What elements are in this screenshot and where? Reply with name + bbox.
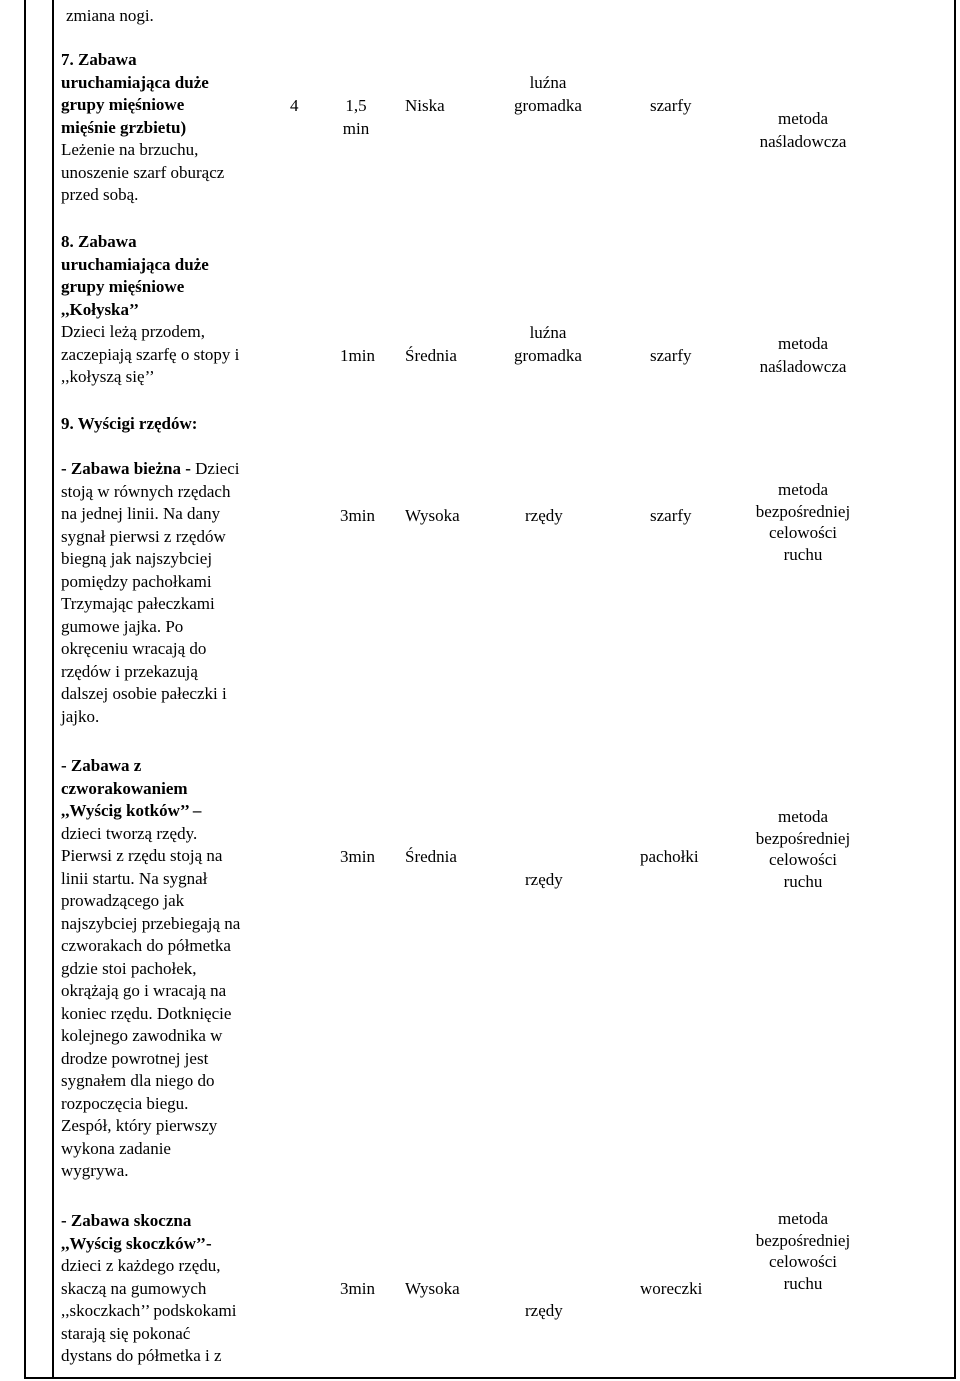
exercise-7-intensity: Niska [405,96,445,115]
exercise-7-title-line: grupy mięśniowe [61,95,185,114]
jumpers-race-method-line: ruchu [783,1273,823,1293]
exercise-9-desc-line: pomiędzy pachołkami [61,571,212,591]
kittens-race-desc-line: Zespół, który pierwszy [61,1116,218,1135]
exercise-9-desc-line: biegną jak najszybciej [61,549,213,568]
table-border-bottom [24,1377,956,1379]
jumpers-race-formation: rzędy [525,1301,563,1320]
kittens-race-desc-line: Pierwsi z rzędu stoją na [61,846,223,865]
kittens-race-title-line: ,,Wyścig kotków’’ – [61,801,202,820]
exercise-8-desc-line: Dzieci leżą przodem, [61,322,205,341]
exercise-7-formation [500,72,596,117]
exercise-9-desc-line: Trzymając pałeczkami [61,594,215,613]
exercise-9-desc-line: gumowe jajka. Po [61,616,184,636]
exercise-9-desc-line: na jednej linii. Na dany [61,504,221,523]
kittens-race-formation: rzędy [525,870,563,889]
jumpers-race-intensity: Wysoka [405,1279,460,1298]
kittens-race-method-line: bezpośredniej [755,828,851,848]
kittens-race-desc-line: rozpoczęcia biegu. [61,1093,189,1113]
exercise-7-formation-line: luźna [529,73,567,92]
row-continuation-text [66,5,154,28]
exercise-7-desc-line: przed sobą. [61,185,139,204]
exercise-7-title-line: mięśnie grzbietu) [61,117,187,137]
kittens-race-method-line: metoda [777,807,829,826]
exercise-8-formation-line: gromadka [514,345,582,365]
table-border-right [954,0,956,1379]
exercise-9-desc-line: dalszej osobie pałeczki i [61,684,227,703]
kittens-race-desc-line: sygnałem dla niego do [61,1071,215,1090]
jumpers-race-equipment: woreczki [640,1279,703,1298]
kittens-race-desc-line: najszybciej przebiegają na [61,913,241,933]
kittens-race-desc-line: okrążają go i wracają na [61,981,227,1000]
kittens-race-desc-line: drodze powrotnej jest [61,1048,209,1068]
exercise-8-formation [500,322,596,367]
jumpers-race-desc-line: dzieci z każdego rzędu, [61,1256,221,1275]
exercise-9-method [743,479,863,565]
exercise-7-equipment: szarfy [650,96,692,115]
kittens-race-title-line: czworakowaniem [61,778,188,798]
jumpers-race-desc-line: ,,skoczkach’’ podskokami [61,1301,237,1320]
exercise-8-title-line: grupy mięśniowe [61,277,185,296]
exercise-7-formation-line: gromadka [514,95,582,115]
kittens-race-method [743,806,863,892]
exercise-7-time [336,95,376,140]
exercise-9-desc-line: rzędów i przekazują [61,661,198,681]
exercise-8-desc-line: ,,kołyszą się’’ [61,367,155,386]
exercise-8-title-line: uruchamiająca duże [61,254,209,274]
jumpers-race-time: 3min [340,1279,375,1298]
exercise-9-intensity: Wysoka [405,506,460,525]
jumpers-race-method-line: celowości [769,1252,837,1271]
exercise-8-intensity: Średnia [405,346,457,365]
exercise-8-title-line: 8. Zabawa [61,232,137,251]
exercise-7-time-line: 1,5 [345,96,367,115]
exercise-9-method-line: bezpośredniej [755,501,851,521]
spacer [61,436,281,459]
exercise-9-method-line: ruchu [783,544,823,564]
exercise-9-formation: rzędy [525,506,563,525]
exercise-9-desc-line: jajko. [61,706,100,726]
jumpers-race-method-line: metoda [777,1209,829,1228]
jumpers-race-title-line: - Zabawa skoczna [61,1211,192,1230]
kittens-race-desc-line: dzieci tworzą rzędy. [61,823,198,843]
exercise-7-method-line: naśladowcza [759,131,847,151]
exercise-9-time: 3min [340,506,375,525]
kittens-race-desc-line: wygrywa. [61,1161,129,1180]
continuation-text: zmiana nogi. [66,6,154,25]
kittens-race-desc-line: linii startu. Na sygnał [61,868,208,888]
exercise-8-method-line: metoda [777,334,829,353]
exercise-7-method [745,108,861,153]
kittens-race-intensity: Średnia [405,847,457,866]
exercise-9-equipment: szarfy [650,506,692,525]
exercise-9-method-line: celowości [769,523,837,542]
exercise-7-title-line: 7. Zabawa [61,50,137,69]
exercise-9-method-line: metoda [777,480,829,499]
kittens-race-equipment: pachołki [640,847,699,866]
kittens-race-title-line: - Zabawa z [61,756,142,775]
exercise-8-time: 1min [340,346,375,365]
kittens-race-method-line: celowości [769,850,837,869]
exercise-9-first-line [61,458,281,481]
kittens-race-desc-line: koniec rzędu. Dotknięcie [61,1003,232,1023]
kittens-race-desc-line: kolejnego zawodnika w [61,1026,223,1045]
exercise-7-title-line: uruchamiająca duże [61,72,209,92]
jumpers-race-desc-line: starają się pokonać [61,1323,191,1343]
exercise-7-desc-line: unoszenie szarf oburącz [61,162,225,182]
exercise-8-method [745,333,861,378]
table-column-divider [52,0,54,1379]
jumpers-race-method-line: bezpośredniej [755,1230,851,1250]
exercise-8-formation-line: luźna [529,323,567,342]
kittens-race-desc-line: prowadzącego jak [61,891,185,910]
exercise-9-heading: 9. Wyścigi rzędów: [61,414,198,433]
jumpers-race-title-line: ,,Wyścig skoczków’’- [61,1233,212,1253]
jumpers-race-desc-line: skaczą na gumowych [61,1278,207,1298]
kittens-race-desc-line: wykona zadanie [61,1138,171,1158]
exercise-9-description [61,413,281,728]
exercise-7-time-line: min [342,118,370,138]
exercise-7-method-line: metoda [777,109,829,128]
exercise-8-description [61,231,281,389]
exercise-8-equipment: szarfy [650,346,692,365]
exercise-7-description [61,49,281,207]
table-border-left [24,0,26,1379]
kittens-race-description [61,755,281,1183]
jumpers-race-description [61,1210,281,1368]
jumpers-race-method [743,1208,863,1294]
kittens-race-method-line: ruchu [783,871,823,891]
exercise-9-desc-line: sygnał pierwsi z rzędów [61,526,226,546]
exercise-8-method-line: naśladowcza [759,356,847,376]
exercise-9-desc-line: stoją w równych rzędach [61,481,231,501]
exercise-9-desc-line: okręceniu wracają do [61,639,207,658]
kittens-race-desc-line: czworakach do półmetka [61,936,231,955]
exercise-8-title-line: ,,Kołyska’’ [61,299,140,319]
kittens-race-time: 3min [340,847,375,866]
exercise-9-bold-intro: - Zabawa bieżna - [61,459,191,478]
kittens-race-desc-line: gdzie stoi pachołek, [61,958,197,978]
exercise-7-desc-line: Leżenie na brzuchu, [61,140,199,159]
exercise-9-first-line-rest: Dzieci [190,459,240,478]
exercise-8-desc-line: zaczepiają szarfę o stopy i [61,344,240,364]
exercise-7-count: 4 [290,96,299,115]
jumpers-race-desc-line: dystans do półmetka i z [61,1346,222,1365]
